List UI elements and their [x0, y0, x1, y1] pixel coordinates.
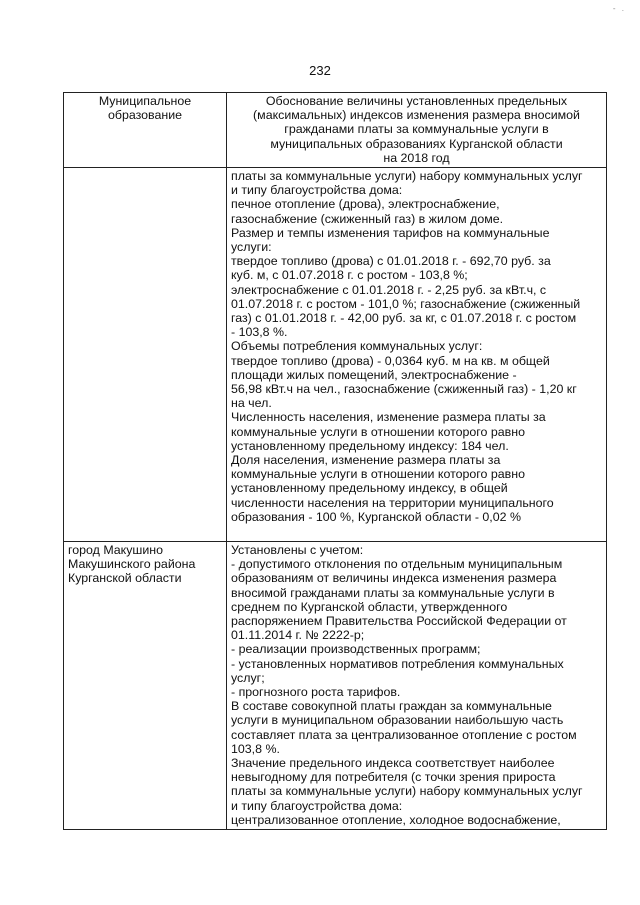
justification-text-line: Объемы потребления коммунальных услуг:	[231, 339, 483, 354]
header-text-line: образование	[107, 108, 183, 123]
justification-text-line: - установленных нормативов потребления коммунальных	[231, 656, 564, 671]
justification-text-line: 56,98 кВт.ч на чел., газоснабжение (сжиженный газ) - 1,20 кг	[231, 382, 577, 397]
justification-text-line: электроснабжение с 01.01.2018 г. - 2,25 руб. за кВт.ч, с	[231, 282, 547, 297]
header-text-line: Обоснование величины установленных предельных	[265, 94, 568, 108]
header-text-line: (максимальных) индексов изменения размера вносимой	[253, 108, 580, 123]
justification-text-line: образования - 100 %, Курганской области - 0,02 %	[231, 509, 521, 524]
justification-text-line: куб. м, с 01.07.2018 г. с ростом - 103,8 %;	[231, 268, 468, 283]
justification-text-line: печное отопление (дрова), электроснабжение,	[231, 197, 500, 212]
municipality-name-line: Макушинского района	[68, 557, 196, 572]
justification-text-line: твердое топливо (дрова) с 01.01.2018 г. - 692,70 руб. за	[231, 254, 551, 269]
justification-text-line: - прогнозного роста тарифов.	[231, 685, 401, 700]
justification-text-line: установленному предельному индексу: 184 чел.	[231, 438, 509, 453]
row-justification-cell	[227, 168, 607, 542]
justification-text-line: коммунальные услуги в отношении которого равно	[231, 424, 525, 439]
justification-text-line: платы за коммунальные услуги) набору коммунальных услуг	[231, 784, 583, 799]
justification-text-line: - допустимого отклонения по отдельным муниципальным	[231, 557, 563, 572]
row-justification-cell	[227, 542, 607, 830]
header-text-line: муниципальных образованиях Курганской области	[270, 136, 563, 151]
justification-text-line: услуги:	[231, 240, 272, 255]
municipality-name-line: Курганской области	[68, 571, 182, 586]
justification-text-line: Доля населения, изменение размера платы за	[231, 453, 501, 468]
header-text-line: гражданами платы за коммунальные услуги в	[284, 122, 549, 137]
justification-text-line: 103,8 %.	[231, 741, 280, 756]
justification-text-line: Размер и темпы изменения тарифов на коммунальные	[231, 225, 550, 240]
header-text-line: Муниципальное	[98, 94, 192, 108]
justification-text-line: услуг;	[231, 670, 265, 685]
justification-text-line: коммунальные услуги в отношении которого равно	[231, 467, 525, 482]
table-header-row	[64, 93, 607, 168]
row-municipality-cell	[64, 168, 227, 542]
justification-text-line: В составе совокупной платы граждан за коммунальные	[231, 699, 552, 714]
municipality-name-line: город Макушино	[68, 543, 164, 558]
justification-text-line: на чел.	[231, 396, 272, 411]
justification-text-line: платы за коммунальные услуги) набору коммунальных услуг	[231, 169, 583, 184]
justification-text-line: газоснабжение (сжиженный газ) в жилом доме.	[231, 211, 504, 226]
header-municipality	[64, 93, 227, 168]
justification-text-line: и типу благоустройства дома:	[231, 183, 403, 198]
header-text-line: на 2018 год	[383, 150, 450, 165]
justification-text-line: численности населения на территории муниципального	[231, 495, 554, 510]
justification-text-line: и типу благоустройства дома:	[231, 798, 403, 813]
justification-text-line: твердое топливо (дрова) - 0,0364 куб. м на кв. м общей	[231, 353, 550, 368]
justification-text-line: 01.11.2014 г. № 2222-р;	[231, 628, 365, 643]
justification-text-line: среднем по Курганской области, утвержденного	[231, 599, 508, 614]
justification-text-line: Численность населения, изменение размера платы за	[231, 410, 546, 425]
table-row	[64, 168, 607, 542]
justification-text-line: площади жилых помещений, электроснабжение -	[231, 367, 517, 382]
justification-text-line: Установлены с учетом:	[231, 543, 364, 558]
header-justification	[227, 93, 607, 168]
corner-mark: - .	[612, 4, 626, 13]
justification-text-line: 01.07.2018 г. с ростом - 101,0 %; газоснабжение (сжиженный	[231, 296, 581, 311]
justification-text-line: газ) с 01.01.2018 г. - 42,00 руб. за кг, с 01.07.2018 г. с ростом	[231, 311, 577, 326]
justification-text-line: распоряжением Правительства Российской Федерации от	[231, 614, 567, 629]
justification-text-line: - 103,8 %.	[231, 325, 288, 340]
justification-text-line: невыгодному для потребителя (с точки зрения прироста	[231, 770, 556, 785]
justification-text-line: составляет плата за централизованное отопление с ростом	[231, 727, 577, 742]
table-row	[64, 542, 607, 830]
justification-text-line: образованиям от величины индекса изменения размера	[231, 571, 557, 586]
page-number: 232	[309, 63, 331, 78]
justification-text-line: централизованное отопление, холодное водоснабжение,	[231, 812, 561, 827]
justification-text-line: Значение предельного индекса соответствует наиболее	[231, 756, 555, 771]
justification-text-line: установленному предельному индексу, в общей	[231, 481, 508, 496]
tariff-justification-table	[63, 92, 607, 830]
justification-text-line: услуги в муниципальном образовании наибольшую часть	[231, 713, 564, 728]
justification-text-line: вносимой гражданами платы за коммунальные услуги в	[231, 585, 555, 600]
row-municipality-cell	[64, 542, 227, 830]
justification-text-line: - реализации производственных программ;	[231, 642, 481, 657]
